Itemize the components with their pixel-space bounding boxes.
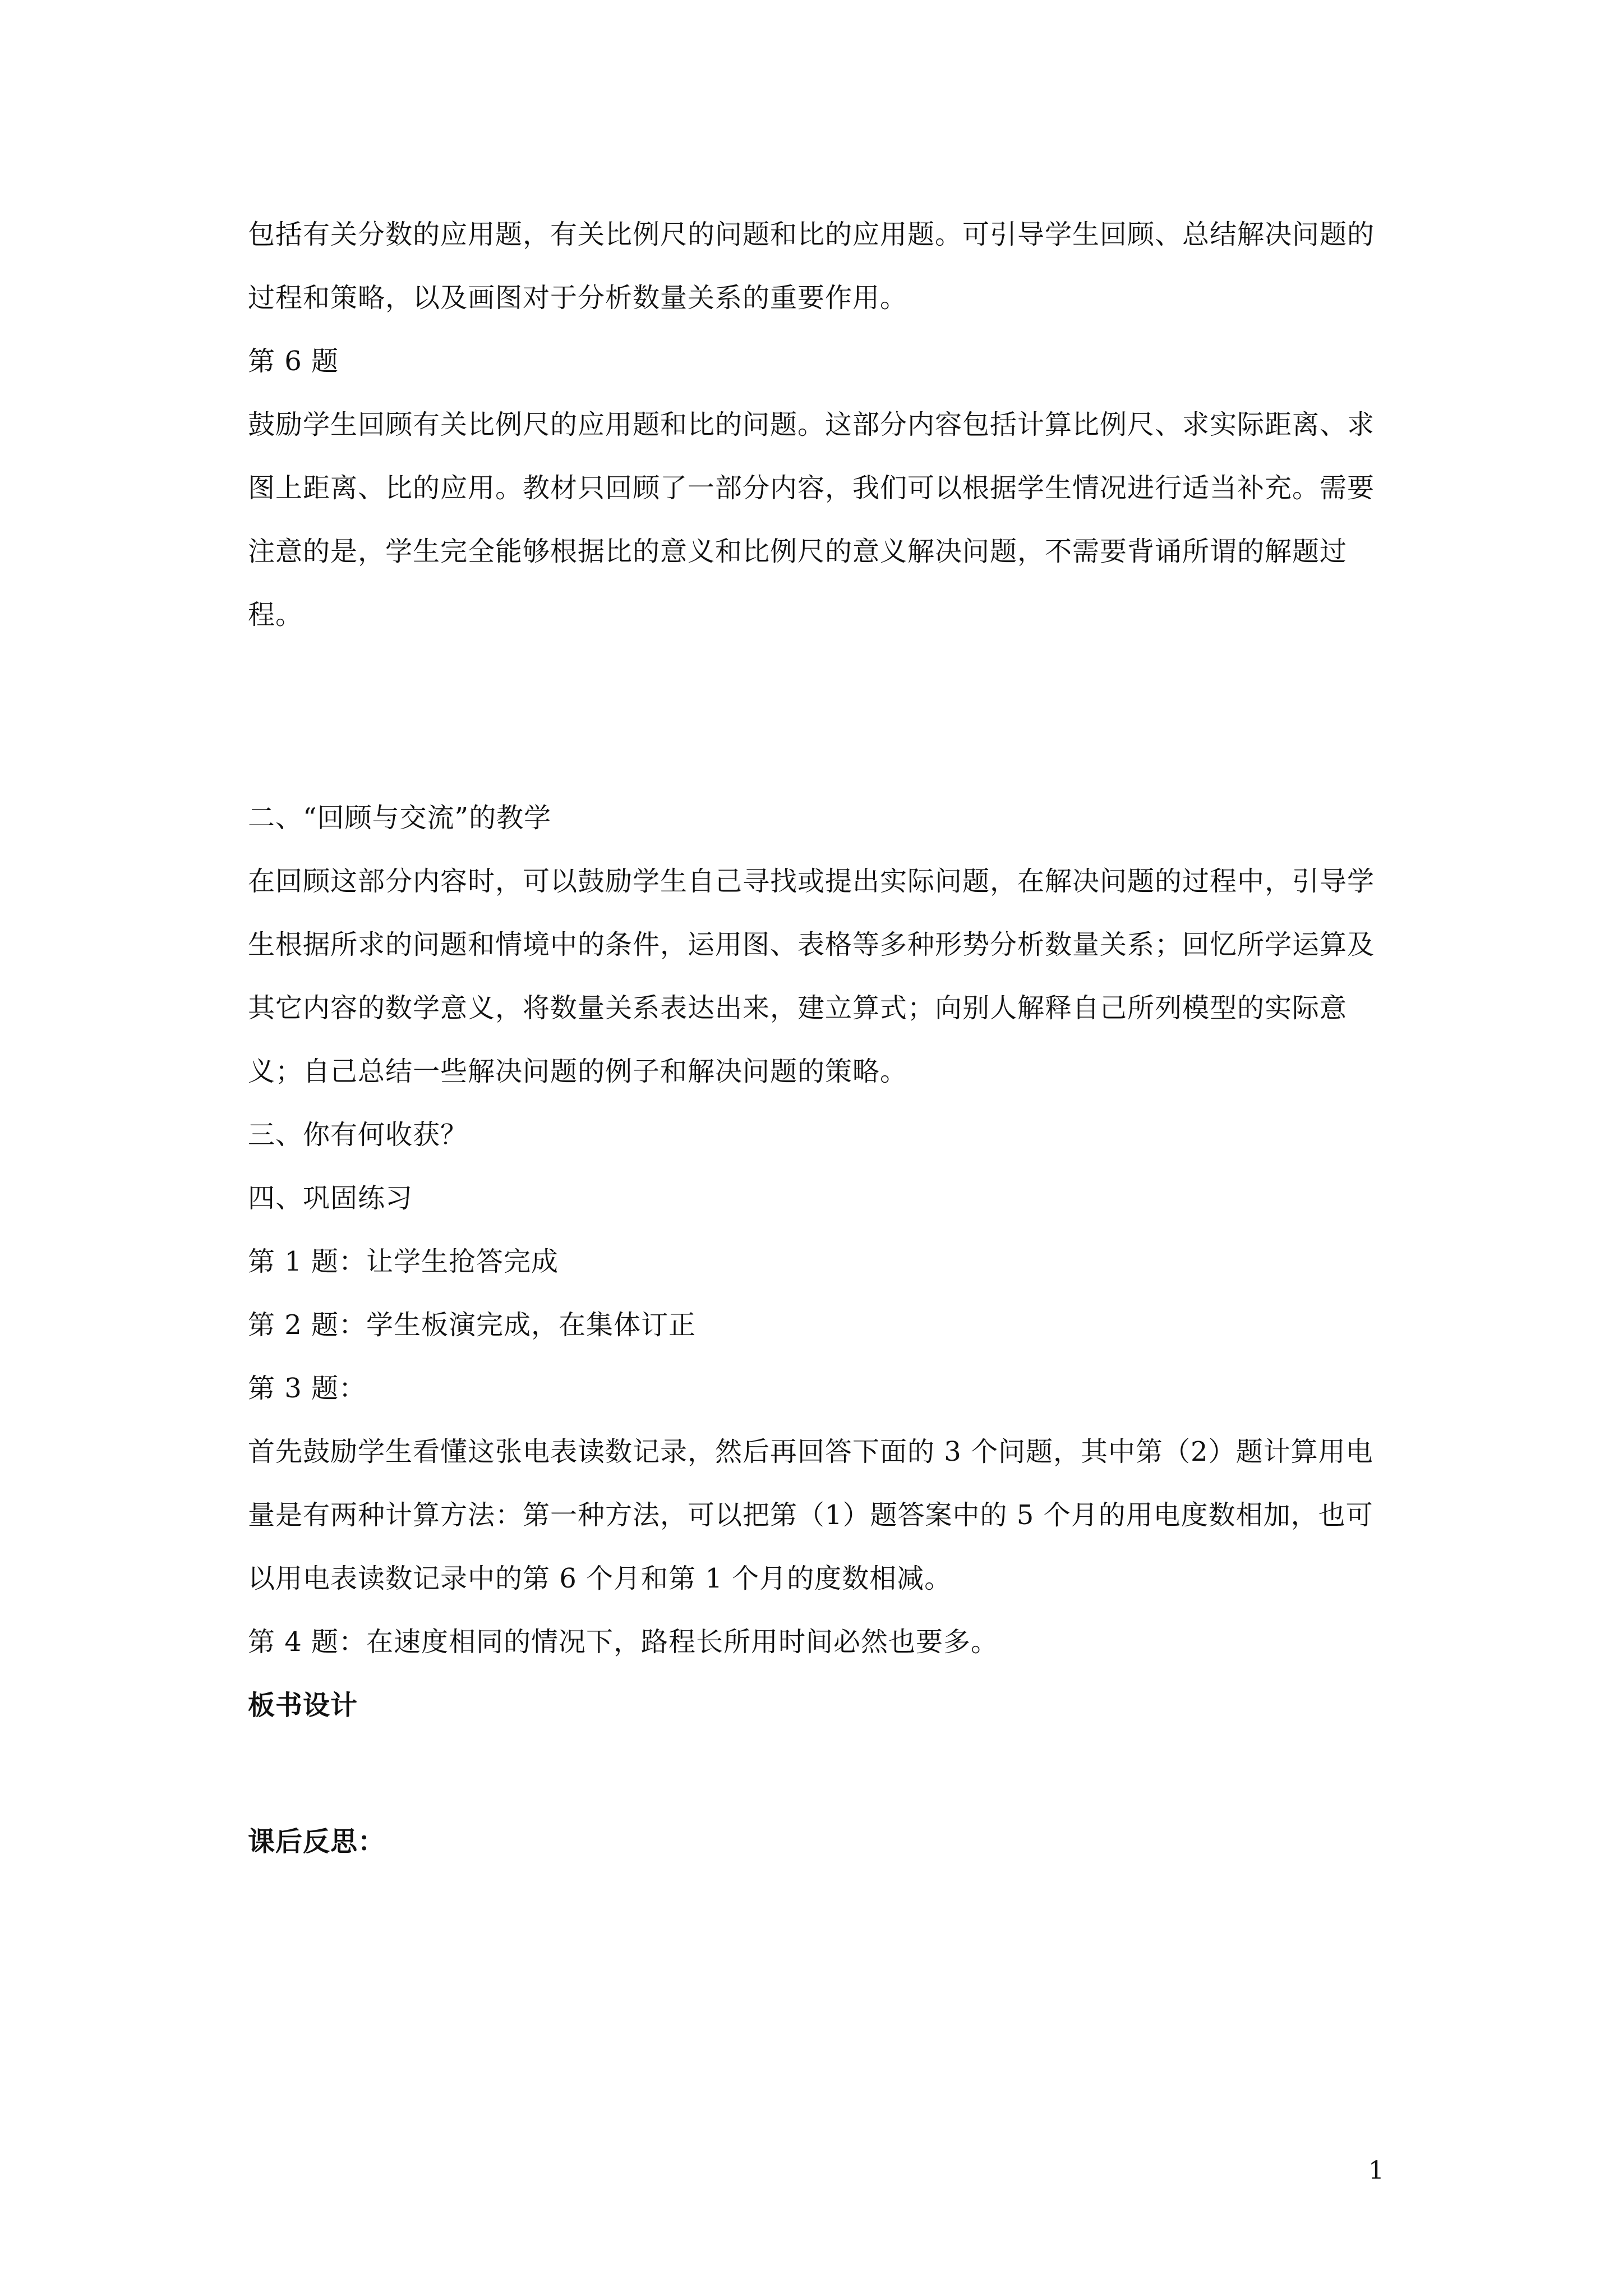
section-three-heading: 三、你有何收获？ bbox=[248, 1119, 468, 1151]
question-6-title: 第 6 题 bbox=[248, 346, 339, 377]
exercise-3-title: 第 3 题： bbox=[248, 1373, 367, 1404]
reflection-heading: 课后反思： bbox=[248, 1826, 386, 1857]
question-6-text: 鼓励学生回顾有关比例尺的应用题和比的问题。这部分内容包括计算比例尺、求实际距离、求图上距离、比的应用。教材只回顾了一部分内容，我们可以根据学生情况进行适当补充。需要注意的是，学生完全能够根据比的意义和比例尺的意义解决问题，不需要背诵所谓的解题过程。 bbox=[248, 409, 1375, 631]
section-two-heading: 二、“回顾与交流”的教学 bbox=[248, 802, 552, 834]
spacer bbox=[248, 1737, 1392, 1810]
exercise-1: 第 1 题：让学生抢答完成 bbox=[248, 1246, 559, 1277]
paragraph-intro: 包括有关分数的应用题，有关比例尺的问题和比的应用题。可引导学生回顾、总结解决问题的过程和策略，以及画图对于分析数量关系的重要作用。 bbox=[248, 219, 1375, 314]
document-body bbox=[248, 203, 1392, 1874]
section-two-text: 在回顾这部分内容时，可以鼓励学生自己寻找或提出实际问题，在解决问题的过程中，引导学生根据所求的问题和情境中的条件，运用图、表格等多种形势分析数量关系；回忆所学运算及其它内容的数学意义，将数量关系表达出来，建立算式；向别人解释自己所列模型的实际意义；自己总结一些解决问题的例子和解决问题的策略。 bbox=[248, 866, 1375, 1087]
board-design-heading: 板书设计 bbox=[248, 1690, 358, 1721]
exercise-2: 第 2 题：学生板演完成，在集体订正 bbox=[248, 1309, 697, 1341]
page-number: 1 bbox=[1368, 2156, 1384, 2185]
section-four-heading: 四、巩固练习 bbox=[248, 1182, 413, 1214]
exercise-3-text: 首先鼓励学生看懂这张电表读数记录，然后再回答下面的 3 个问题，其中第（2）题计算用电量是有两种计算方法：第一种方法，可以把第（1）题答案中的 5 个月的用电度数相加，也可以用电表读数记录中的第 6 个月和第 1 个月的度数相减。 bbox=[248, 1436, 1373, 1594]
exercise-4: 第 4 题：在速度相同的情况下，路程长所用时间必然也要多。 bbox=[248, 1626, 999, 1658]
spacer bbox=[248, 647, 1392, 786]
